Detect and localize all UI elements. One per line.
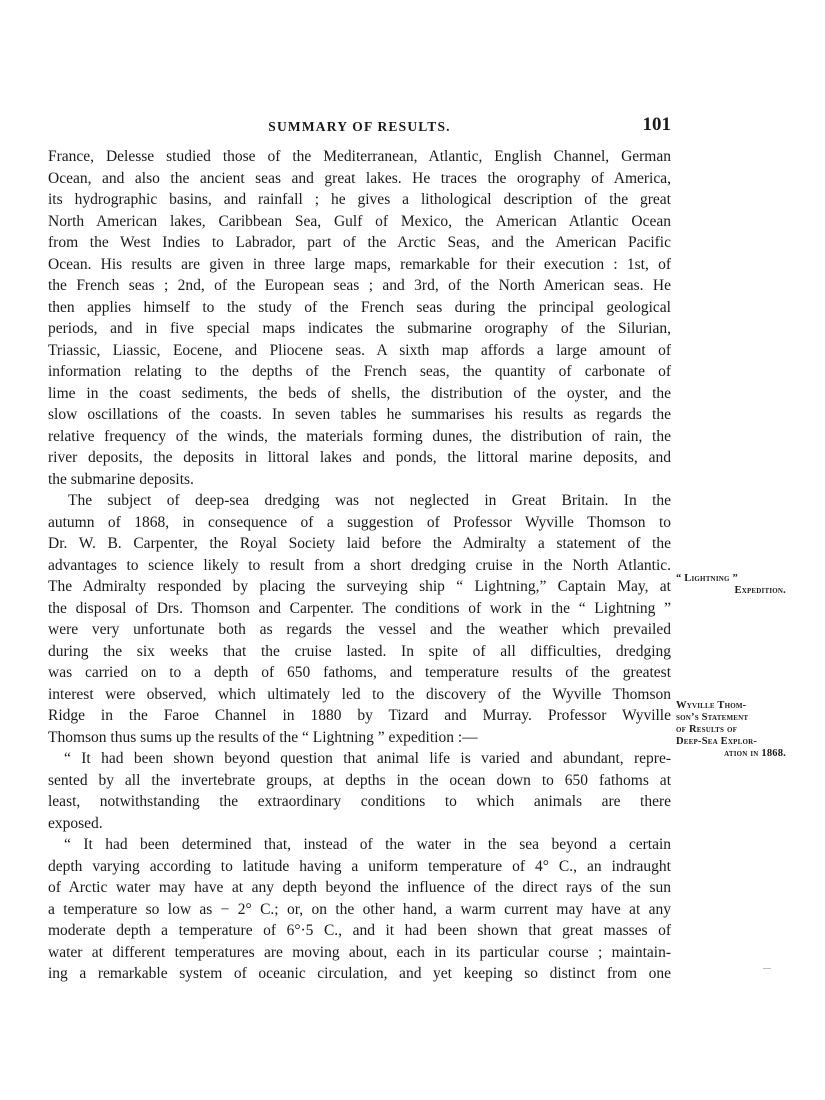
margin-note-lightning-expedition [676,573,786,597]
margin-note-line: “ Lightning ” [676,573,738,584]
text-line: North American lakes, Caribbean Sea, Gulf of Mexico, the American Atlantic Ocean [48,212,671,230]
text-line: Thomson thus sums up the results of the “ Lightning ” expedition :— [48,728,478,746]
margin-note-line: son’s Statement [676,712,749,723]
text-line: were very unfortunate both as regards the vessel and the weather which prevailed [48,621,671,638]
text-line: the disposal of Drs. Thomson and Carpenter. The conditions of work in the “ Lightning ” [48,599,671,617]
margin-note-line: ation in 1868. [724,748,786,759]
text-line: then applies himself to the study of the French seas during the principal geological [48,298,671,316]
text-line: relative frequency of the winds, the materials forming dunes, the distribution of rain, the [48,427,671,445]
margin-note-line: of Results of [676,724,738,735]
text-line: interest were observed, which ultimately led to the discovery of the Wyville Thomson [48,685,671,703]
text-line: advantages to science likely to result from a short dredging cruise in the North Atlantic. [48,556,671,574]
text-line: river deposits, the deposits in littoral lakes and ponds, the littoral marine deposits, and [48,449,671,466]
quote-line: a temperature so low as − 2° C.; or, on the other hand, a warm current may have at any [48,900,671,918]
text-line: The subject of deep-sea dredging was not neglected in Great Britain. In the [68,492,671,509]
quote-line: exposed. [48,814,103,832]
quote-line: moderate depth a temperature of 6°·5 C., and it had been shown that great masses of [48,922,671,939]
quote-line: ing a remarkable system of oceanic circulation, and yet keeping so distinct from one [48,965,671,982]
page-speck [763,968,771,969]
quote-line: water at different temperatures are moving about, each in its particular course ; maintain- [48,943,671,961]
quote-line: least, notwithstanding the extraordinary conditions to which animals are there [48,793,671,810]
text-line: autumn of 1868, in consequence of a suggestion of Professor Wyville Thomson to [48,513,671,531]
text-line: the French seas ; 2nd, of the European seas ; and 3rd, of the North American seas. He [48,277,671,294]
text-line: Triassic, Liassic, Eocene, and Pliocene seas. A sixth map affords a large amount of [48,341,671,359]
quote-line: sented by all the invertebrate groups, at depths in the ocean down to 650 fathoms at [48,771,671,789]
quote-line: “ It had been determined that, instead of the water in the sea beyond a certain [64,836,671,853]
margin-note-thomson-statement [676,700,786,760]
quote-line: of Arctic water may have at any depth beyond the influence of the direct rays of the sun [48,879,671,896]
text-line: slow oscillations of the coasts. In seven tables he summarises his results as regards the [48,406,671,423]
margin-note-line: Expedition. [734,585,786,596]
text-line: France, Delesse studied those of the Mediterranean, Atlantic, English Channel, German [48,148,671,165]
text-line: was carried on to a depth of 650 fathoms, and temperature results of the greatest [48,664,671,681]
text-line: Ocean. His results are given in three large maps, remarkable for their execution : 1st, of [48,255,671,273]
text-line: the submarine deposits. [48,470,194,488]
running-head: SUMMARY OF RESULTS. [268,119,451,134]
text-line: Ridge in the Faroe Channel in 1880 by Tizard and Murray. Professor Wyville [48,707,671,724]
page-header [48,114,671,138]
body-text [48,146,671,985]
text-line: Dr. W. B. Carpenter, the Royal Society laid before the Admiralty a statement of the [48,535,671,552]
quote-line: “ It had been shown beyond question that animal life is varied and abundant, repre- [64,750,671,767]
text-line: The Admiralty responded by placing the surveying ship “ Lightning,” Captain May, at [48,578,671,595]
margin-note-line: Wyville Thom- [676,700,747,711]
text-line: its hydrographic basins, and rainfall ; he gives a lithological description of the great [48,191,671,208]
page-number: 101 [642,114,671,135]
text-line: during the six weeks that the cruise lasted. In spite of all difficulties, dredging [48,642,671,660]
text-line: lime in the coast sediments, the beds of shells, the distribution of the oyster, and the [48,384,671,402]
text-line: Ocean, and also the ancient seas and great lakes. He traces the orography of America, [48,169,671,187]
text-line: periods, and in five special maps indicates the submarine orography of the Silurian, [48,320,671,337]
text-line: information relating to the depths of the French seas, the quantity of carbonate of [48,363,671,380]
margin-note-line: Deep-Sea Explor- [676,736,758,747]
text-line: from the West Indies to Labrador, part of the Arctic Seas, and the American Pacific [48,234,671,251]
quote-line: depth varying according to latitude having a uniform temperature of 4° C., an indraught [48,857,671,875]
